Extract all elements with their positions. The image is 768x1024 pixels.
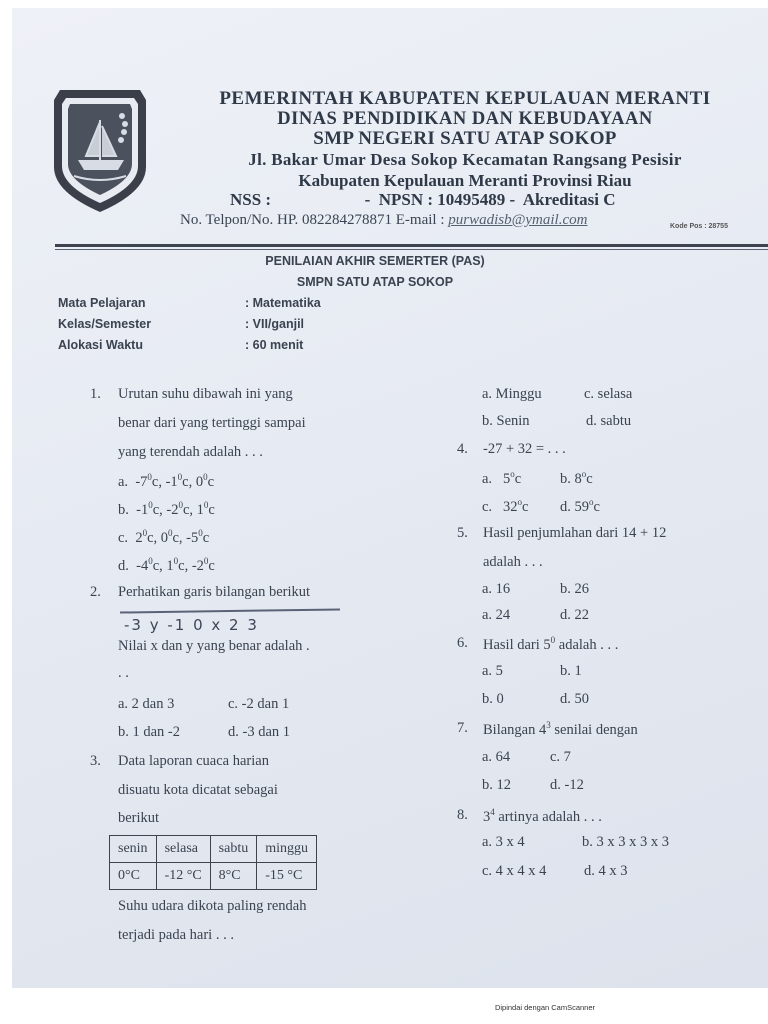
- q2-option-c: c. -2 dan 1: [228, 696, 290, 712]
- q4-option-d: d. 59$^o$c: [560, 497, 600, 515]
- q7-option-c: c. 7: [550, 749, 571, 765]
- q5-option-a: a. 16: [482, 581, 511, 597]
- q4-text: -27 + 32 = . . .: [483, 441, 566, 457]
- q3-option-d: d. sabtu: [586, 413, 632, 429]
- q8-option-c: c. 4 x 4 x 4: [482, 863, 547, 879]
- header-email: purwadisb@ymail.com: [448, 212, 588, 228]
- field-value-subject: : Matematika: [245, 296, 321, 310]
- q7-text: [483, 720, 638, 739]
- q2-text-line1: Perhatikan garis bilangan berikut: [118, 584, 311, 600]
- exam-title: PENILAIAN AKHIR SEMERTER (PAS): [265, 254, 485, 268]
- q6-option-a: a. 5: [482, 663, 503, 679]
- q4-option-a: a. 5$^o$c: [482, 469, 522, 487]
- q6-text-pre: Hasil dari 5: [483, 637, 551, 653]
- field-value-time: : 60 menit: [245, 338, 304, 352]
- q6-option-d: d. 50: [560, 691, 589, 707]
- q7-text-post: senilai dengan: [550, 722, 638, 738]
- q4-option-b-letter: b.: [560, 471, 571, 487]
- exam-school: SMPN SATU ATAP SOKOP: [296, 275, 454, 289]
- q8-option-b: b. 3 x 3 x 3 x 3: [582, 834, 669, 850]
- q5-option-d: d. 22: [560, 607, 589, 623]
- header-department: DINAS PENDIDIKAN DAN KEBUDAYAAN: [277, 109, 653, 129]
- q7-exponent: 3: [546, 720, 551, 730]
- q1-option-a-letter: a.: [118, 474, 129, 490]
- q1-option-c-letter: c.: [118, 530, 129, 546]
- q8-number: 8.: [457, 807, 468, 823]
- q5-number: 5.: [457, 525, 468, 541]
- q3-text-line3: berikut: [118, 810, 160, 826]
- field-label-time: Alokasi Waktu: [58, 338, 143, 352]
- q8-option-a: a. 3 x 4: [482, 834, 525, 850]
- table-cell-temp: -12 °C: [156, 863, 210, 890]
- header-address: Jl. Bakar Umar Desa Sokop Kecamatan Rangsang Pesisir: [248, 150, 682, 169]
- q7-text-pre: Bilangan 4: [483, 722, 547, 738]
- q5-option-c: a. 24: [482, 607, 511, 623]
- q6-text: [483, 635, 618, 654]
- table-cell-day: sabtu: [210, 836, 257, 863]
- q3-option-b: b. Senin: [482, 413, 530, 429]
- header-divider-thin: [55, 249, 768, 250]
- table-cell-temp: -15 °C: [257, 863, 317, 890]
- q1-option-b-letter: b.: [118, 502, 129, 518]
- field-label-subject: Mata Pelajaran: [58, 296, 146, 310]
- q6-text-post: adalah . . .: [555, 637, 619, 653]
- q3-text-line1: Data laporan cuaca harian: [118, 753, 269, 769]
- q3-weather-table: [109, 835, 317, 890]
- q1-option-b: b. $-1^0c$, $-2^0c$, $1^0c$: [118, 500, 215, 518]
- q7-option-b: b. 12: [482, 777, 511, 793]
- header-school-name: SMP NEGERI SATU ATAP SOKOP: [313, 128, 617, 149]
- q3-text-line4: Suhu udara dikota paling rendah: [118, 898, 307, 914]
- header-nss-npsn: NSS : - NPSN : 10495489 - Akreditasi C: [230, 190, 616, 209]
- q8-text-pre: 3: [483, 809, 491, 825]
- q2-number: 2.: [90, 584, 101, 600]
- q2-number-line-labels: -3 y -1 0 x 2 3: [124, 616, 259, 634]
- q6-number: 6.: [457, 635, 468, 651]
- q1-option-a: a. $-7^0c$, $-1^0c$, $0^0c$: [118, 472, 215, 490]
- field-value-class: : VII/ganjil: [245, 317, 305, 331]
- q2-option-d: d. -3 dan 1: [228, 724, 291, 740]
- header-phone: No. Telpon/No. HP. 082284278871 E-mail :: [180, 212, 449, 228]
- table-row: [110, 863, 317, 890]
- q8-text: [483, 807, 602, 826]
- q2-option-b: b. 1 dan -2: [118, 724, 181, 740]
- q1-number: 1.: [90, 386, 101, 402]
- q4-option-c: c. 32$^o$c: [482, 497, 529, 515]
- q4-option-b: b. 8$^o$c: [560, 469, 593, 487]
- header-postal-code: Kode Pos : 28755: [670, 223, 728, 230]
- scanner-footer: Dipindai dengan CamScanner: [494, 1003, 596, 1012]
- q7-number: 7.: [457, 720, 468, 736]
- field-label-class: Kelas/Semester: [58, 317, 152, 331]
- header-government: PEMERINTAH KABUPATEN KEPULAUAN MERANTI: [219, 88, 711, 109]
- q1-option-d-letter: d.: [118, 558, 129, 574]
- q1-option-c: c. $2^0c$, $0^0c$, $-5^0c$: [118, 528, 210, 546]
- header-contact: [180, 212, 587, 229]
- table-cell-day: senin: [110, 836, 157, 863]
- q2-text-line2: Nilai x dan y yang benar adalah .: [118, 638, 310, 654]
- q4-number: 4.: [457, 441, 468, 457]
- q8-exponent: 4: [490, 807, 495, 817]
- table-row: [110, 836, 317, 863]
- q3-text-line5: terjadi pada hari . . .: [118, 927, 234, 943]
- q6-option-c: b. 0: [482, 691, 504, 707]
- q4-option-c-letter: c.: [482, 499, 493, 515]
- q3-text-line2: disuatu kota dicatat sebagai: [118, 782, 278, 798]
- q1-text-line3: yang terendah adalah . . .: [118, 444, 263, 460]
- regency-crest-logo: [50, 82, 150, 217]
- table-cell-temp: 0°C: [110, 863, 157, 890]
- q5-text-line1: Hasil penjumlahan dari 14 + 12: [483, 525, 667, 541]
- q3-option-c: c. selasa: [584, 386, 633, 402]
- table-cell-temp: 8°C: [210, 863, 257, 890]
- q4-option-d-letter: d.: [560, 499, 571, 515]
- q3-number: 3.: [90, 753, 101, 769]
- q7-option-d: d. -12: [550, 777, 584, 793]
- q2-option-a: a. 2 dan 3: [118, 696, 175, 712]
- q2-text-line3: . .: [118, 665, 129, 681]
- q8-option-d: d. 4 x 3: [584, 863, 628, 879]
- table-cell-day: selasa: [156, 836, 210, 863]
- q7-option-a: a. 64: [482, 749, 511, 765]
- q6-exponent: 0: [550, 635, 556, 645]
- q4-option-a-letter: a.: [482, 471, 493, 487]
- q1-option-d: d. $-4^0c$, $1^0c$, $-2^0c$: [118, 556, 215, 574]
- header-divider: [55, 244, 768, 247]
- table-cell-day: minggu: [257, 836, 317, 863]
- q8-text-post: artinya adalah . . .: [494, 809, 602, 825]
- header-region: Kabupaten Kepulauan Meranti Provinsi Riau: [298, 171, 632, 190]
- q1-text-line2: benar dari yang tertinggi sampai: [118, 415, 306, 431]
- q3-option-a: a. Minggu: [482, 386, 542, 402]
- q1-text-line1: Urutan suhu dibawah ini yang: [118, 386, 293, 402]
- q5-option-b: b. 26: [560, 581, 589, 597]
- q6-option-b: b. 1: [560, 663, 582, 679]
- q5-text-line2: adalah . . .: [483, 554, 543, 570]
